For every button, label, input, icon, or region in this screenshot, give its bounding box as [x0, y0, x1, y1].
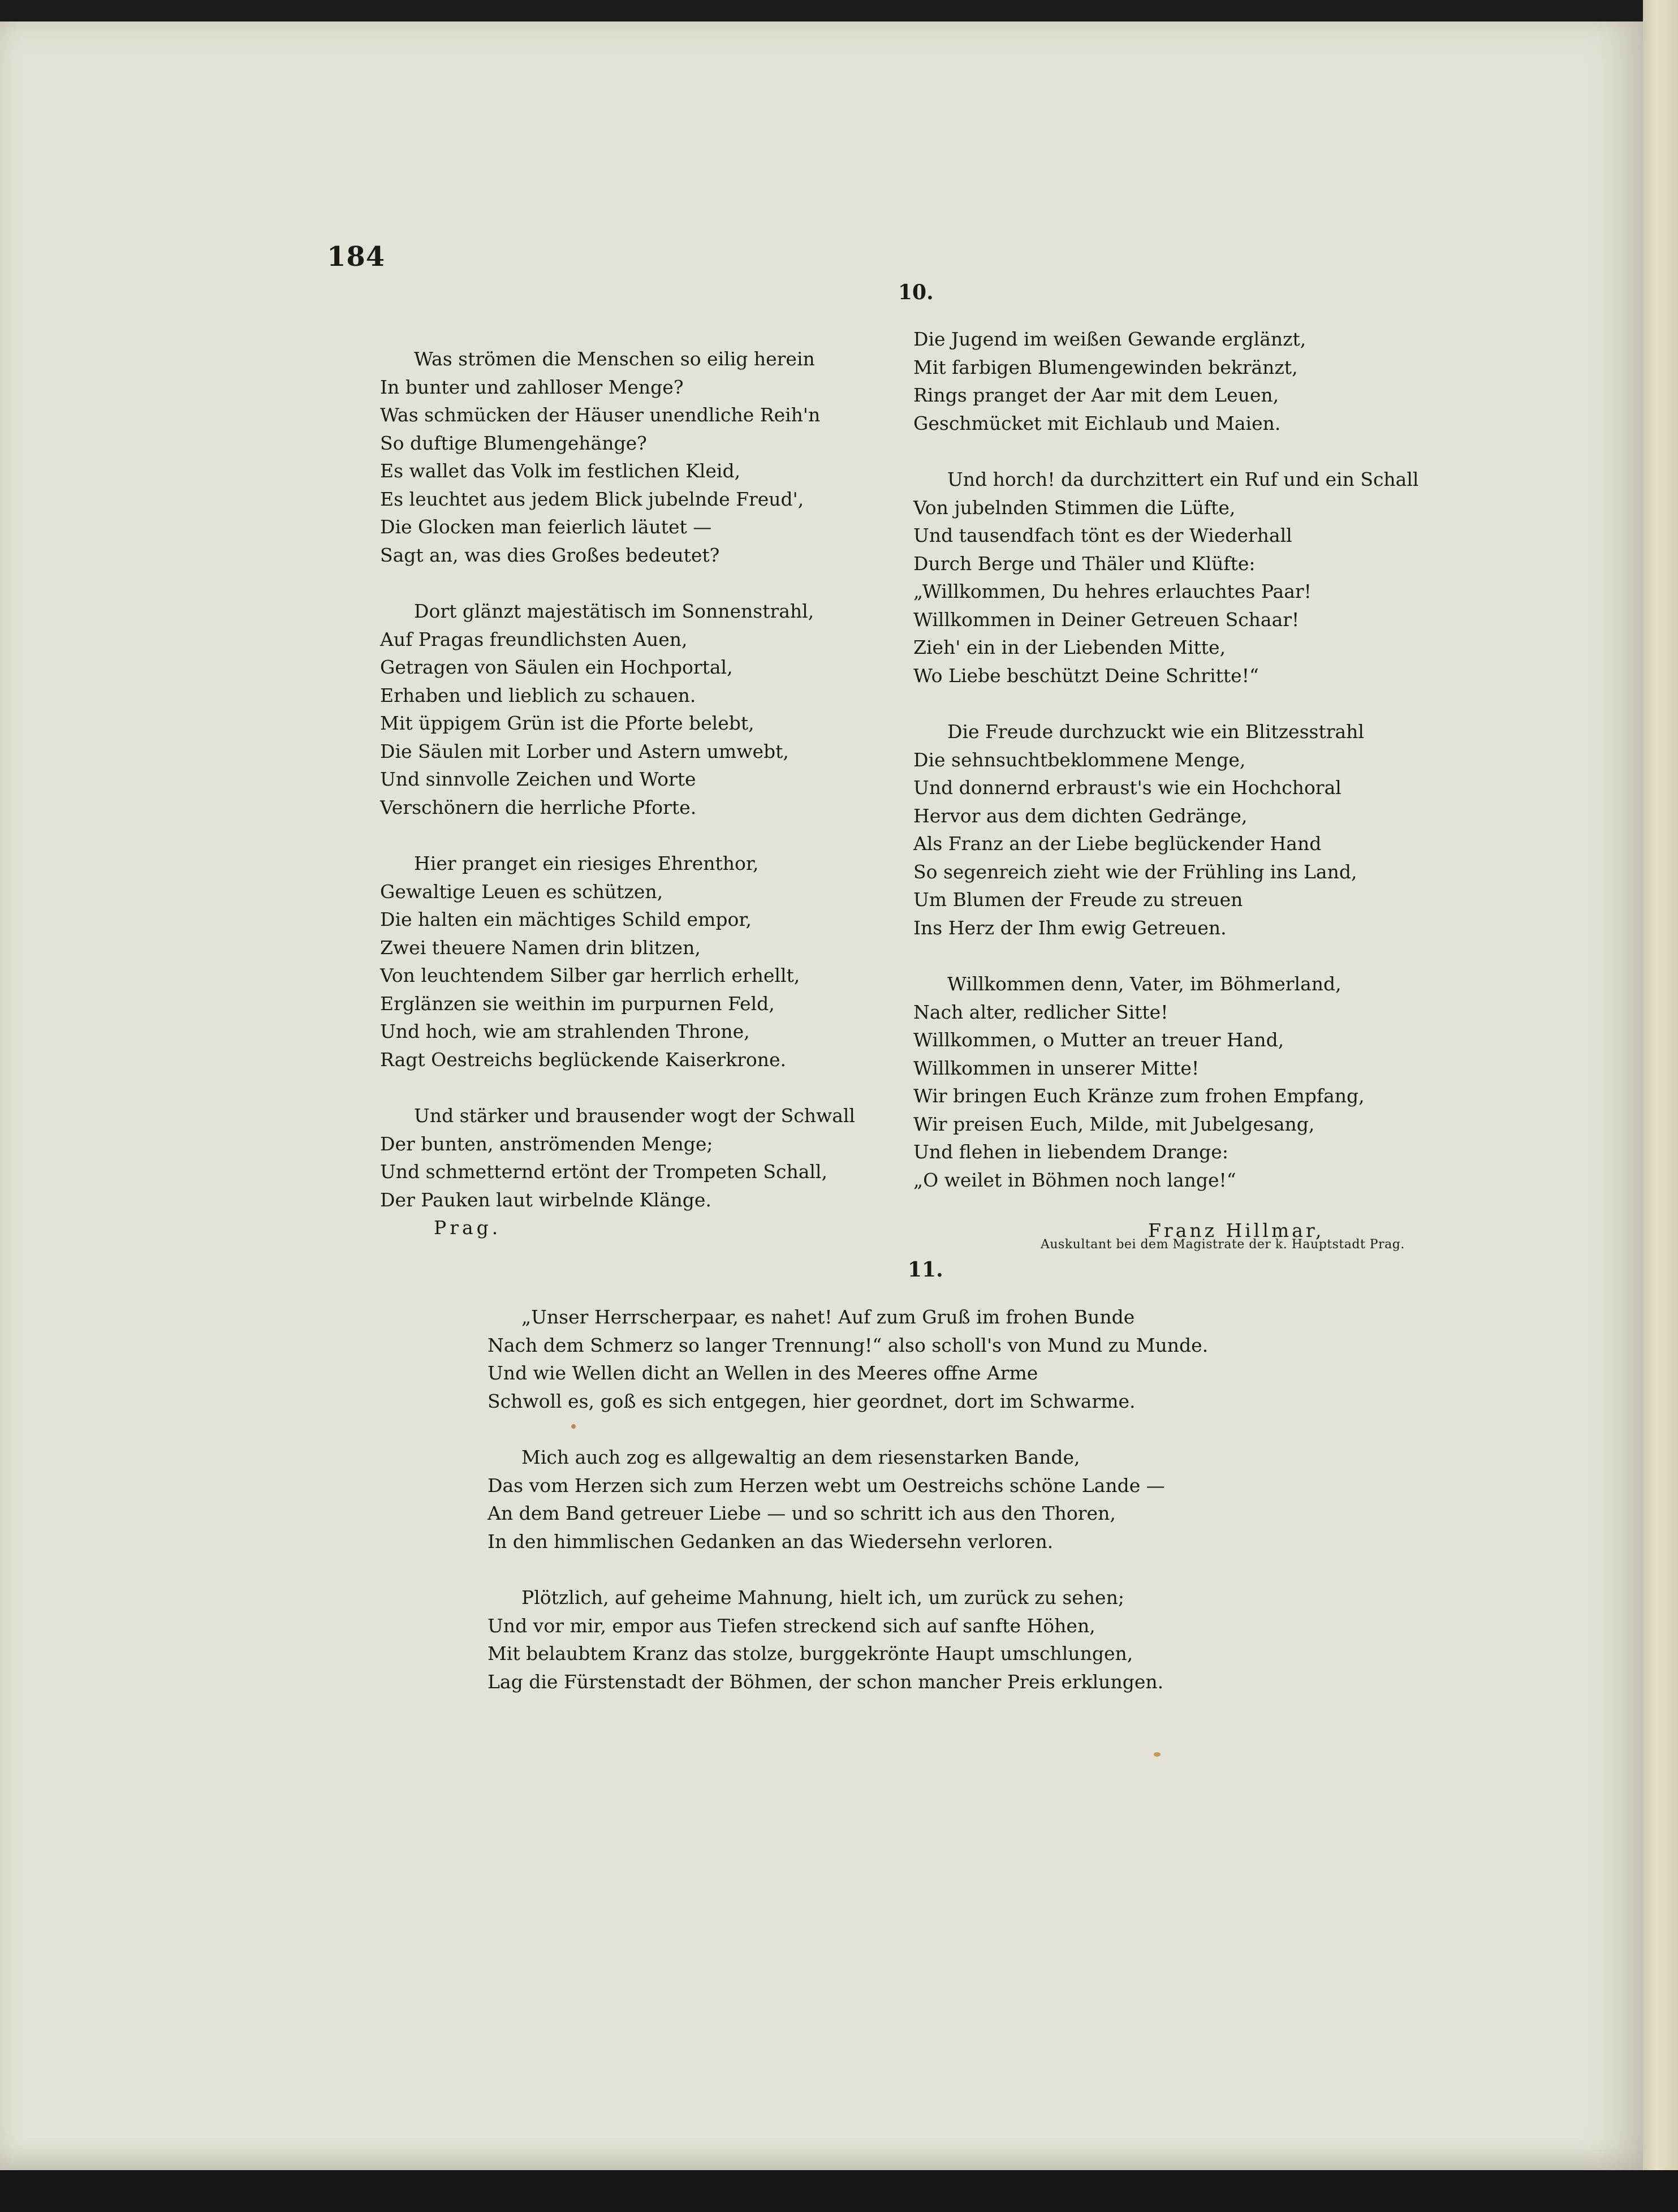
- poem-line: Rings pranget der Aar mit dem Leuen,: [913, 384, 1279, 406]
- poem-line: Erhaben und lieblich zu schauen.: [380, 684, 696, 706]
- poem-line: Wir preisen Euch, Milde, mit Jubelgesang,: [913, 1113, 1315, 1135]
- poem-line: So duftige Blumengehänge?: [380, 432, 647, 454]
- poem-line: Getragen von Säulen ein Hochportal,: [380, 656, 733, 678]
- poem-line: Und stärker und brausender wogt der Schwall: [414, 1105, 855, 1127]
- poem-line: Der Pauken laut wirbelnde Klänge.: [380, 1188, 711, 1211]
- poem-line: Willkommen, o Mutter an treuer Hand,: [913, 1029, 1284, 1051]
- poem-line: Von leuchtendem Silber gar herrlich erhellt,: [380, 964, 800, 986]
- poem-line: Um Blumen der Freude zu streuen: [913, 889, 1243, 911]
- poem-line: Ragt Oestreichs beglückende Kaiserkrone.: [380, 1048, 786, 1071]
- book-page: [0, 21, 1643, 2171]
- left-stanza-4: [380, 1102, 855, 1242]
- poem-line: Das vom Herzen sich zum Herzen webt um Oestreichs schöne Lande —: [488, 1474, 1165, 1497]
- poem-line: Willkommen in Deiner Getreuen Schaar!: [913, 608, 1300, 631]
- poem11-stanza-1: [488, 1303, 1208, 1415]
- poem-line: Ins Herz der Ihm ewig Getreuen.: [913, 916, 1227, 939]
- poem10-stanza-3: [913, 718, 1418, 942]
- poem-line: Plötzlich, auf geheime Mahnung, hielt ich, um zurück zu sehen;: [521, 1586, 1124, 1609]
- poem10-stanza-4: [913, 970, 1418, 1194]
- poem-line: Die Säulen mit Lorber und Astern umwebt,: [380, 740, 789, 762]
- left-stanza-1: [380, 345, 855, 569]
- poem-line: „O weilet in Böhmen noch lange!“: [913, 1168, 1236, 1191]
- poem-line: Zwei theuere Namen drin blitzen,: [380, 936, 701, 959]
- poem-line: Mit üppigem Grün ist die Pforte belebt,: [380, 712, 754, 734]
- poem-line: Als Franz an der Liebe beglückender Hand: [913, 833, 1322, 855]
- poem-line: Wo Liebe beschützt Deine Schritte!“: [913, 664, 1259, 687]
- poem-line: Lag die Fürstenstadt der Böhmen, der schon mancher Preis erklungen.: [488, 1670, 1164, 1693]
- poem10-stanza-1: [913, 325, 1418, 437]
- poem-11: [488, 1303, 1208, 1696]
- poem-line: Durch Berge und Thäler und Klüfte:: [913, 552, 1256, 575]
- poem-line: Die Freude durchzuckt wie ein Blitzesstrahl: [947, 721, 1364, 743]
- poem-line: Auf Pragas freundlichsten Auen,: [380, 628, 688, 650]
- poem-line: An dem Band getreuer Liebe — und so schritt ich aus den Thoren,: [488, 1502, 1116, 1524]
- page-edge: [1643, 0, 1678, 2212]
- poem-line: Hier pranget ein riesiges Ehrenthor,: [414, 852, 759, 874]
- poem10-stanza-2: [913, 465, 1418, 689]
- poem-line: Und horch! da durchzittert ein Ruf und ein Schall: [947, 468, 1419, 490]
- poem-line: Nach alter, redlicher Sitte!: [913, 1001, 1168, 1023]
- poem11-stanza-2: [488, 1443, 1208, 1555]
- poem-line: Es leuchtet aus jedem Blick jubelnde Freud',: [380, 488, 804, 510]
- poem-line: „Unser Herrscherpaar, es nahet! Auf zum Gruß im frohen Bunde: [521, 1306, 1135, 1328]
- signature: Franz Hillmar,: [1148, 1219, 1325, 1241]
- poem-line: Gewaltige Leuen es schützen,: [380, 880, 663, 903]
- signature-note: Auskultant bei dem Magistrate der k. Hauptstadt Prag.: [1041, 1237, 1405, 1252]
- poem-line: Von jubelnden Stimmen die Lüfte,: [913, 496, 1236, 519]
- poem-line: Sagt an, was dies Großes bedeutet?: [380, 544, 720, 566]
- poem-line: In bunter und zahlloser Menge?: [380, 376, 684, 398]
- poem-line: In den himmlischen Gedanken an das Wiedersehn verloren.: [488, 1530, 1054, 1553]
- poem-line: Die sehnsuchtbeklommene Menge,: [913, 748, 1246, 771]
- poem-line: Mit belaubtem Kranz das stolze, burggekrönte Haupt umschlungen,: [488, 1642, 1133, 1665]
- left-poem: [380, 345, 855, 1242]
- poem-line: Verschönern die herrliche Pforte.: [380, 796, 697, 818]
- poem-line: So segenreich zieht wie der Frühling ins Land,: [913, 860, 1357, 883]
- poem-line: Willkommen denn, Vater, im Böhmerland,: [947, 973, 1341, 995]
- paper-stain: [1154, 1752, 1161, 1757]
- scan-border: [0, 2170, 1678, 2212]
- paper-stain: [571, 1424, 576, 1429]
- poem-line: Nach dem Schmerz so langer Trennung!“ also scholl's von Mund zu Munde.: [488, 1334, 1209, 1356]
- poem-line: Was strömen die Menschen so eilig herein: [414, 348, 815, 370]
- page-number: 184: [327, 241, 386, 273]
- place-line: Prag.: [434, 1217, 502, 1239]
- poem-line: Dort glänzt majestätisch im Sonnenstrahl,: [414, 600, 814, 622]
- poem-line: Und schmetternd ertönt der Trompeten Schall,: [380, 1161, 827, 1183]
- poem-line: Wir bringen Euch Kränze zum frohen Empfang,: [913, 1085, 1365, 1107]
- poem-line: Zieh' ein in der Liebenden Mitte,: [913, 636, 1226, 658]
- poem-line: Geschmücket mit Eichlaub und Maien.: [913, 412, 1281, 434]
- poem-line: Hervor aus dem dichten Gedränge,: [913, 804, 1248, 827]
- poem-line: Und flehen in liebendem Drange:: [913, 1141, 1228, 1163]
- poem-line: Erglänzen sie weithin im purpurnen Feld,: [380, 992, 775, 1015]
- poem11-stanza-3: [488, 1584, 1208, 1696]
- poem-10: [913, 325, 1418, 1194]
- poem-line: Die halten ein mächtiges Schild empor,: [380, 908, 752, 930]
- poem-line: Die Jugend im weißen Gewande erglänzt,: [913, 328, 1306, 350]
- poem-line: Und wie Wellen dicht an Wellen in des Meeres offne Arme: [488, 1362, 1038, 1384]
- poem-line: Und tausendfach tönt es der Wiederhall: [913, 524, 1292, 546]
- left-stanza-2: [380, 597, 855, 821]
- poem-number-11: 11.: [908, 1258, 943, 1282]
- poem-line: Und vor mir, empor aus Tiefen streckend sich auf sanfte Höhen,: [488, 1614, 1095, 1637]
- poem-line: Und donnernd erbraust's wie ein Hochchoral: [913, 777, 1341, 799]
- poem-line: Es wallet das Volk im festlichen Kleid,: [380, 460, 741, 482]
- poem-number-10: 10.: [898, 281, 934, 304]
- poem-line: Die Glocken man feierlich läutet —: [380, 516, 712, 538]
- poem-line: Und sinnvolle Zeichen und Worte: [380, 768, 696, 790]
- poem-line: Schwoll es, goß es sich entgegen, hier geordnet, dort im Schwarme.: [488, 1390, 1136, 1412]
- left-stanza-3: [380, 850, 855, 1073]
- poem-line: Mit farbigen Blumengewinden bekränzt,: [913, 356, 1298, 378]
- poem-line: Willkommen in unserer Mitte!: [913, 1057, 1200, 1079]
- poem-line: Und hoch, wie am strahlenden Throne,: [380, 1020, 750, 1042]
- poem-line: Der bunten, anströmenden Menge;: [380, 1132, 713, 1155]
- poem-line: Mich auch zog es allgewaltig an dem riesenstarken Bande,: [521, 1446, 1080, 1468]
- poem-line: „Willkommen, Du hehres erlauchtes Paar!: [913, 580, 1312, 602]
- poem-line: Was schmücken der Häuser unendliche Reih'n: [380, 404, 821, 426]
